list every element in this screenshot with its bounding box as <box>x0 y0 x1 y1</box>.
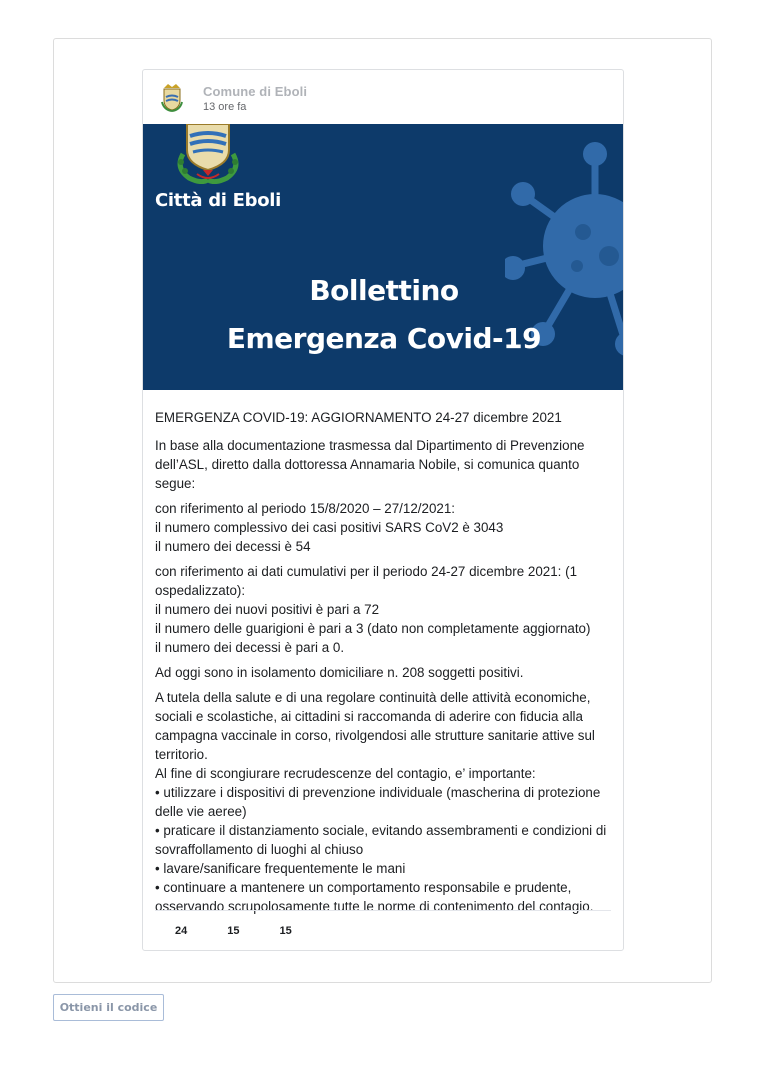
post-text <box>143 390 623 916</box>
page-name[interactable]: Comune di Eboli <box>203 84 308 99</box>
post-headline: EMERGENZA COVID-19: AGGIORNAMENTO 24-27 dicembre 2021 <box>155 410 562 425</box>
facebook-post-card <box>142 69 624 951</box>
banner-title-line1: Bollettino <box>309 274 459 307</box>
bullet-item: • lavare/sanificare frequentemente le mani <box>155 861 406 876</box>
period-line: con riferimento al periodo 15/8/2020 – 27/12/2021: <box>155 501 456 516</box>
cumulative-line: il numero dei nuovi positivi è pari a 72 <box>155 602 380 617</box>
post-timestamp[interactable]: 13 ore fa <box>203 101 247 113</box>
bullet-item: • praticare il distanziamento sociale, evitando assembramenti e condizioni di sovraffollamento di luoghi al chiuso <box>155 823 607 857</box>
banner-city-name: Città di Eboli <box>155 190 282 211</box>
bullet-item: • utilizzare i dispositivi di prevenzione individuale (mascherina di protezione delle vie aeree) <box>155 785 601 819</box>
cumulative-stats <box>155 562 611 657</box>
page-avatar[interactable] <box>157 82 187 112</box>
shares-count[interactable]: 15 <box>279 924 292 937</box>
post-banner-image <box>143 124 624 390</box>
post-header <box>143 70 623 124</box>
recommendation-lead: Al fine di scongiurare recrudescenze del contagio, e’ importante: <box>155 766 536 781</box>
comments-count[interactable]: 15 <box>227 924 240 937</box>
cumulative-line: con riferimento ai dati cumulativi per il periodo 24-27 dicembre 2021: (1 ospedalizzato): <box>155 564 578 598</box>
reactions-count[interactable]: 24 <box>175 924 188 937</box>
post-engagement-bar <box>155 910 611 950</box>
post-intro: In base alla documentazione trasmessa dal Dipartimento di Prevenzione dell’ASL, diretto dalla dottoressa Annamaria Nobile, si comunica quanto segue: <box>155 438 585 491</box>
recommendation-paragraph: A tutela della salute e di una regolare continuità delle attività economiche, sociali e scolastiche, ai cittadini si raccomanda di aderire con fiducia alla campagna vaccinale in corso, rivolgendosi alle strutture sanitarie attive sul territorio. <box>155 690 595 762</box>
bullet-item: • continuare a mantenere un comportamento responsabile e prudente, osservando scrupolosamente tutte le norme di contenimento del contagio. <box>155 880 594 914</box>
cumulative-line: il numero delle guarigioni è pari a 3 (dato non completamente aggiornato) <box>155 621 591 636</box>
period-line: il numero dei decessi è 54 <box>155 539 311 554</box>
crest-icon <box>160 82 184 112</box>
isolation-note: Ad oggi sono in isolamento domiciliare n. 208 soggetti positivi. <box>155 665 524 680</box>
banner-title-line2: Emergenza Covid-19 <box>226 322 542 355</box>
cumulative-line: il numero dei decessi è pari a 0. <box>155 640 345 655</box>
city-crest-icon <box>167 124 249 184</box>
period-line: il numero complessivo dei casi positivi SARS CoV2 è 3043 <box>155 520 504 535</box>
recommendations <box>155 688 611 916</box>
period-stats <box>155 499 611 556</box>
get-code-button[interactable]: Ottieni il codice <box>53 994 164 1021</box>
